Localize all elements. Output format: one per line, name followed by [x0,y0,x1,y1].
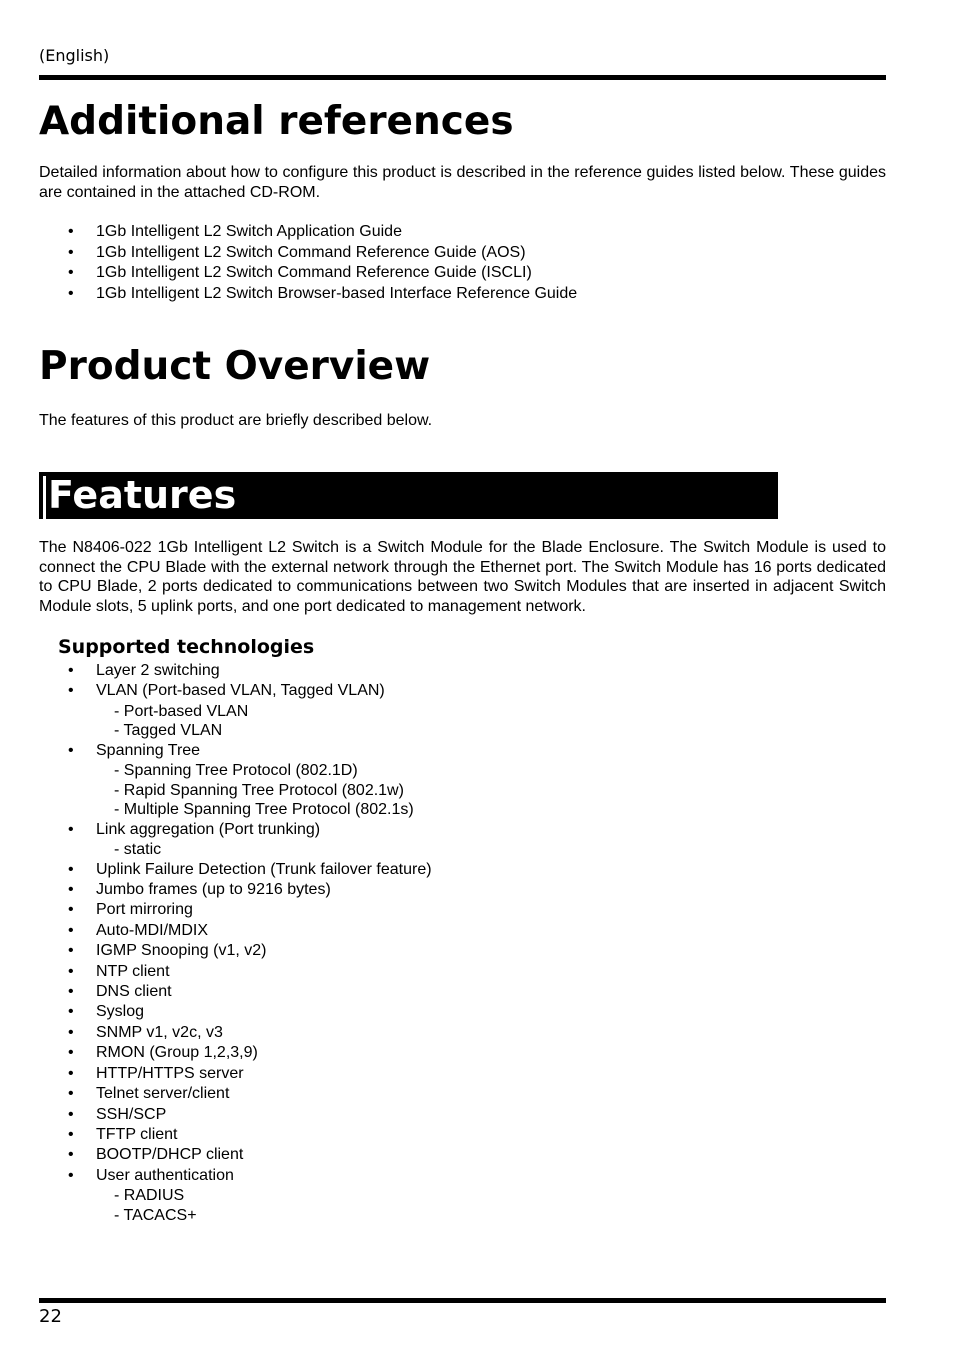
list-item [39,921,886,941]
list-item-text: SSH/SCP [96,1105,167,1123]
list-item [39,741,886,820]
list-item [39,860,886,880]
features-description: The N8406-022 1Gb Intelligent L2 Switch is a Switch Module for the Blade Enclosure. The Switch Module is used to connect the CPU Blade with the external network through the Ethernet port. The Switch Module has 16 ports dedicated to CPU Blade, 2 ports dedicated to communications between two Switch Modules that are inserted in adjacent Switch Module slots, 5 uplink ports, and one port dedicated to management network. [39,539,886,615]
bullet-icon: • [68,1105,74,1123]
list-item-text: DNS client [96,983,172,1001]
list-item [39,1084,886,1104]
list-item [39,1002,886,1022]
list-item-text: Spanning Tree [96,741,201,759]
product-overview-heading: Product Overview [39,344,431,389]
bullet-icon: • [68,820,74,838]
list-item [39,900,886,920]
sub-list-item: - Port-based VLAN [114,702,249,720]
sub-list-item: - Spanning Tree Protocol (802.1D) [114,762,358,780]
list-item-text: 1Gb Intelligent L2 Switch Browser-based Interface Reference Guide [96,284,578,302]
list-item-text: Layer 2 switching [96,662,220,679]
reference-guides-list [39,222,886,304]
list-item-text: HTTP/HTTPS server [96,1064,244,1082]
list-item [39,243,886,264]
bullet-icon: • [68,881,74,899]
list-item [39,1166,886,1225]
list-item-text: Auto-MDI/MDIX [96,921,209,939]
list-item [39,222,886,243]
bullet-icon: • [68,1064,74,1082]
list-item [39,681,886,740]
bullet-icon: • [68,1125,74,1143]
sub-list-item: - Rapid Spanning Tree Protocol (802.1w) [114,781,404,799]
features-banner [39,472,778,519]
bullet-icon: • [68,983,74,1001]
list-item [39,263,886,284]
bullet-icon: • [68,223,74,240]
footer-rule [39,1298,886,1303]
list-item-text: SNMP v1, v2c, v3 [96,1023,223,1041]
bullet-icon: • [68,962,74,980]
sub-list-item: - TACACS+ [114,1206,197,1224]
list-item-text: IGMP Snooping (v1, v2) [96,942,267,960]
list-item-text: 1Gb Intelligent L2 Switch Command Reference Guide (AOS) [96,243,526,261]
additional-references-intro: Detailed information about how to configure this product is described in the reference guides listed below. These guides are contained in the attached CD-ROM. [39,164,886,201]
list-item [39,1105,886,1125]
list-item-text: Syslog [96,1003,145,1021]
product-overview-intro: The features of this product are briefly described below. [39,412,433,429]
list-item-text: User authentication [96,1166,234,1184]
bullet-icon: • [68,1044,74,1062]
list-item-text: Port mirroring [96,901,193,919]
list-item-text: Telnet server/client [96,1085,230,1103]
list-item-text: RMON (Group 1,2,3,9) [96,1044,258,1062]
sub-list-item: - Multiple Spanning Tree Protocol (802.1s) [114,801,414,819]
list-item [39,982,886,1002]
list-item-text: 1Gb Intelligent L2 Switch Application Guide [96,223,402,240]
list-item [39,1023,886,1043]
list-item-text: BOOTP/DHCP client [96,1146,244,1164]
bullet-icon: • [68,682,74,700]
list-item-text: TFTP client [96,1125,178,1143]
bullet-icon: • [68,284,74,302]
bullet-icon: • [68,1003,74,1021]
additional-references-heading: Additional references [39,99,514,144]
list-item-text: Jumbo frames (up to 9216 bytes) [96,881,331,899]
list-item [39,1145,886,1165]
list-item [39,661,886,681]
language-label: (English) [39,46,110,65]
list-item [39,880,886,900]
list-item [39,1125,886,1145]
bullet-icon: • [68,741,74,759]
bullet-icon: • [68,662,74,679]
sub-list-item: - RADIUS [114,1187,185,1205]
bullet-icon: • [68,921,74,939]
list-item [39,1043,886,1063]
list-item [39,820,886,860]
bullet-icon: • [68,1146,74,1164]
bullet-icon: • [68,1166,74,1184]
sub-list-item: - static [114,841,162,859]
bullet-icon: • [68,901,74,919]
sub-list-item: - Tagged VLAN [114,722,223,740]
page-number: 22 [39,1306,62,1327]
bullet-icon: • [68,1085,74,1103]
bullet-icon: • [68,243,74,261]
list-item [39,284,886,305]
list-item-text: 1Gb Intelligent L2 Switch Command Reference Guide (ISCLI) [96,264,532,281]
bullet-icon: • [68,1023,74,1041]
bullet-icon: • [68,942,74,960]
list-item-text: Link aggregation (Port trunking) [96,820,321,838]
features-heading: Features [48,473,237,517]
list-item-text: VLAN (Port-based VLAN, Tagged VLAN) [96,682,385,700]
list-item [39,1064,886,1084]
header-rule [39,75,886,80]
supported-technologies-list [39,661,886,1225]
list-item-text: Uplink Failure Detection (Trunk failover feature) [96,860,432,878]
list-item-text: NTP client [96,962,170,980]
list-item [39,941,886,961]
list-item [39,962,886,982]
bullet-icon: • [68,264,74,281]
supported-technologies-heading: Supported technologies [58,636,315,658]
bullet-icon: • [68,860,74,878]
